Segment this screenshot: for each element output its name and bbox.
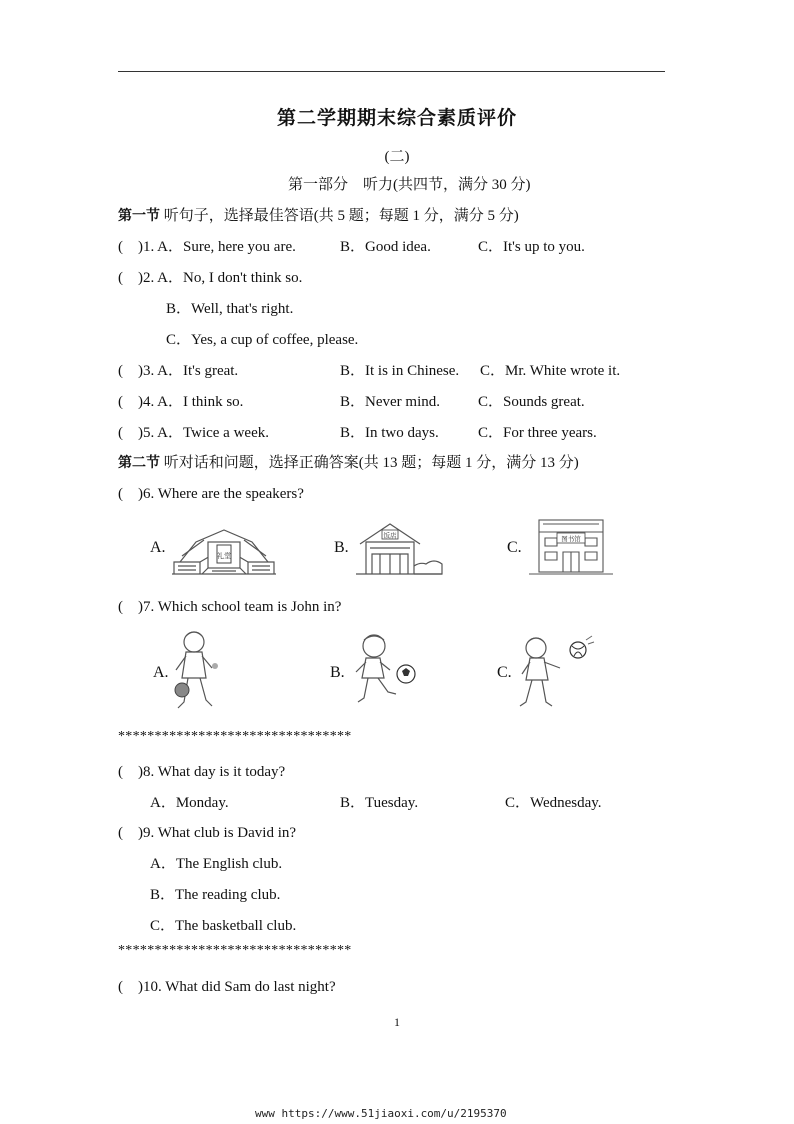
q1-option-c: C．It's up to you. (478, 239, 585, 255)
auditorium-building-icon (170, 518, 278, 576)
q9-option-c: C．The basketball club. (150, 918, 297, 934)
q6-label-c: C. (507, 539, 522, 556)
q7-label-c: C. (497, 664, 512, 681)
q8-option-b: B．Tuesday. (340, 795, 419, 811)
q7-stem: ( )7. Which school team is John in? (118, 599, 342, 615)
q4-stem: ( )4. A．I think so. (118, 394, 244, 410)
football-player-icon (350, 632, 420, 712)
q9-option-b: B．The reading club. (150, 887, 281, 903)
part-heading: 第一部分 听力(共四节，满分 30 分) (288, 177, 531, 193)
section-1-label: 第一节 (118, 208, 160, 224)
restaurant-sign: 饭店 (383, 531, 397, 540)
q6-label-b: B. (334, 539, 349, 556)
q10-stem: ( )10. What did Sam do last night? (118, 979, 336, 995)
q6-stem: ( )6. Where are the speakers? (118, 486, 304, 502)
q3-option-b: B．It is in Chinese. (340, 363, 460, 379)
page-number: 1 (394, 1015, 400, 1029)
q2-option-b: B．Well, that's right. (166, 301, 294, 317)
q2-option-c: C．Yes, a cup of coffee, please. (166, 332, 359, 348)
section-1-instructions: 听句子，选择最佳答语(共 5 题；每题 1 分，满分 5 分) (160, 208, 519, 224)
divider-stars-2: ******************************** (118, 943, 352, 958)
auditorium-sign: 礼堂 (217, 552, 231, 560)
q9-option-a: A．The English club. (150, 856, 283, 872)
q7-label-a: A. (153, 664, 169, 681)
section-2-heading (118, 451, 579, 472)
q8-option-a: A．Monday. (150, 795, 229, 811)
footer-url: www https://www.51jiaoxi.com/u/2195370 (255, 1107, 507, 1120)
q2-stem: ( )2. A．No, I don't think so. (118, 270, 303, 286)
q6-label-a: A. (150, 539, 166, 556)
basketball-player-icon (170, 628, 222, 716)
section-2-label: 第二节 (118, 455, 160, 471)
library-building-icon (527, 516, 615, 576)
q5-option-b: B．In two days. (340, 425, 439, 441)
q4-option-c: C．Sounds great. (478, 394, 585, 410)
top-rule (118, 71, 665, 72)
q4-option-b: B．Never mind. (340, 394, 440, 410)
section-1-heading (118, 204, 519, 225)
q3-stem: ( )3. A．It's great. (118, 363, 239, 379)
page-subtitle: (二) (384, 149, 410, 165)
q8-stem: ( )8. What day is it today? (118, 764, 286, 780)
q7-label-b: B. (330, 664, 345, 681)
divider-stars-1: ******************************** (118, 729, 352, 744)
q9-stem: ( )9. What club is David in? (118, 825, 297, 841)
q8-option-c: C．Wednesday. (505, 795, 602, 811)
restaurant-building-icon (354, 518, 444, 576)
page-title: 第二学期期末综合素质评价 (276, 107, 517, 129)
section-2-instructions: 听对话和问题，选择正确答案(共 13 题；每题 1 分，满分 13 分) (160, 455, 579, 471)
volleyball-player-icon (516, 628, 598, 712)
q5-option-c: C．For three years. (478, 425, 597, 441)
library-sign: 图书馆 (561, 535, 581, 543)
q3-option-c: C．Mr. White wrote it. (480, 363, 621, 379)
q1-stem: ( )1. A．Sure, here you are. (118, 239, 296, 255)
q5-stem: ( )5. A．Twice a week. (118, 425, 269, 441)
q1-option-b: B．Good idea. (340, 239, 431, 255)
